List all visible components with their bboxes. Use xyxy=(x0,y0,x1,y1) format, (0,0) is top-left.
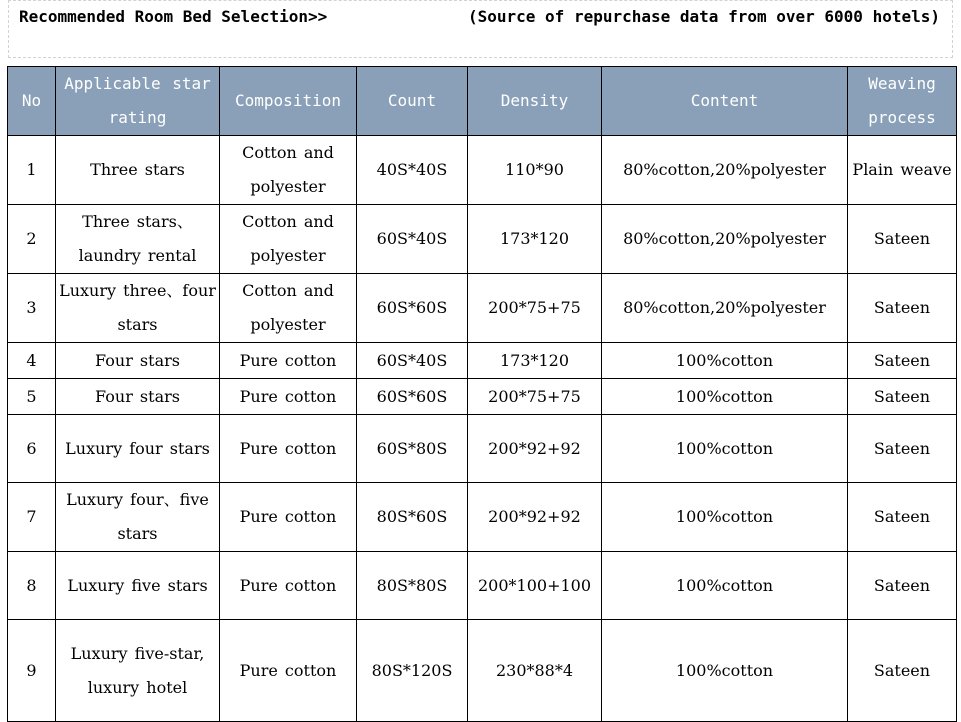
cell-no: 3 xyxy=(8,274,56,343)
table-row xyxy=(8,415,957,483)
table-row xyxy=(8,136,957,205)
cell-content: 100%cotton xyxy=(602,415,848,483)
cell-density: 200*75+75 xyxy=(468,379,602,415)
cell-content: 100%cotton xyxy=(602,620,848,722)
cell-no: 4 xyxy=(8,343,56,379)
cell-count: 40S*40S xyxy=(357,136,468,205)
cell-star-rating: Luxury four、five stars xyxy=(56,483,220,552)
cell-density: 173*120 xyxy=(468,343,602,379)
cell-composition: Pure cotton xyxy=(220,379,357,415)
cell-count: 60S*60S xyxy=(357,274,468,343)
cell-density: 200*92+92 xyxy=(468,483,602,552)
cell-star-rating: Luxury five stars xyxy=(56,552,220,620)
cell-weaving-process: Sateen xyxy=(848,483,957,552)
cell-composition: Cotton and polyester xyxy=(220,274,357,343)
cell-density: 200*75+75 xyxy=(468,274,602,343)
cell-star-rating: Luxury three、four stars xyxy=(56,274,220,343)
cell-weaving-process: Sateen xyxy=(848,343,957,379)
cell-no: 8 xyxy=(8,552,56,620)
cell-no: 9 xyxy=(8,620,56,722)
table-row xyxy=(8,205,957,274)
table-row xyxy=(8,379,957,415)
cell-star-rating: Luxury five-star, luxury hotel xyxy=(56,620,220,722)
table-row xyxy=(8,620,957,722)
title-bar xyxy=(8,0,953,58)
cell-density: 173*120 xyxy=(468,205,602,274)
cell-weaving-process: Sateen xyxy=(848,205,957,274)
cell-density: 200*100+100 xyxy=(468,552,602,620)
cell-weaving-process: Sateen xyxy=(848,415,957,483)
cell-content: 80%cotton,20%polyester xyxy=(602,136,848,205)
cell-count: 60S*80S xyxy=(357,415,468,483)
cell-star-rating: Three stars xyxy=(56,136,220,205)
cell-no: 7 xyxy=(8,483,56,552)
cell-composition: Pure cotton xyxy=(220,620,357,722)
cell-composition: Pure cotton xyxy=(220,483,357,552)
column-header-count: Count xyxy=(357,67,468,136)
cell-count: 80S*80S xyxy=(357,552,468,620)
column-header-no: No xyxy=(8,67,56,136)
page-title: Recommended Room Bed Selection>> xyxy=(19,7,328,26)
cell-composition: Cotton and polyester xyxy=(220,205,357,274)
table-row xyxy=(8,343,957,379)
cell-count: 80S*60S xyxy=(357,483,468,552)
cell-star-rating: Four stars xyxy=(56,343,220,379)
cell-content: 100%cotton xyxy=(602,379,848,415)
cell-composition: Pure cotton xyxy=(220,343,357,379)
cell-count: 80S*120S xyxy=(357,620,468,722)
table-row xyxy=(8,552,957,620)
cell-count: 60S*60S xyxy=(357,379,468,415)
cell-density: 110*90 xyxy=(468,136,602,205)
cell-weaving-process: Sateen xyxy=(848,274,957,343)
source-note: (Source of repurchase data from over 6000 hotels) xyxy=(467,7,940,26)
cell-star-rating: Luxury four stars xyxy=(56,415,220,483)
cell-composition: Pure cotton xyxy=(220,552,357,620)
column-header-weaving-process: Weaving process xyxy=(848,67,957,136)
cell-composition: Cotton and polyester xyxy=(220,136,357,205)
table-row xyxy=(8,483,957,552)
cell-density: 200*92+92 xyxy=(468,415,602,483)
cell-weaving-process: Sateen xyxy=(848,620,957,722)
column-header-density: Density xyxy=(468,67,602,136)
cell-composition: Pure cotton xyxy=(220,415,357,483)
cell-count: 60S*40S xyxy=(357,343,468,379)
column-header-content: Content xyxy=(602,67,848,136)
column-header-star-rating: Applicable star rating xyxy=(56,67,220,136)
table-header-row xyxy=(8,67,957,136)
bed-selection-table xyxy=(7,66,957,722)
cell-count: 60S*40S xyxy=(357,205,468,274)
cell-content: 100%cotton xyxy=(602,552,848,620)
cell-no: 1 xyxy=(8,136,56,205)
column-header-composition: Composition xyxy=(220,67,357,136)
cell-star-rating: Three stars、laundry rental xyxy=(56,205,220,274)
table-row xyxy=(8,274,957,343)
cell-no: 5 xyxy=(8,379,56,415)
cell-content: 80%cotton,20%polyester xyxy=(602,274,848,343)
cell-no: 2 xyxy=(8,205,56,274)
cell-weaving-process: Sateen xyxy=(848,379,957,415)
cell-weaving-process: Plain weave xyxy=(848,136,957,205)
cell-star-rating: Four stars xyxy=(56,379,220,415)
cell-weaving-process: Sateen xyxy=(848,552,957,620)
cell-content: 80%cotton,20%polyester xyxy=(602,205,848,274)
cell-content: 100%cotton xyxy=(602,343,848,379)
cell-content: 100%cotton xyxy=(602,483,848,552)
cell-density: 230*88*4 xyxy=(468,620,602,722)
cell-no: 6 xyxy=(8,415,56,483)
